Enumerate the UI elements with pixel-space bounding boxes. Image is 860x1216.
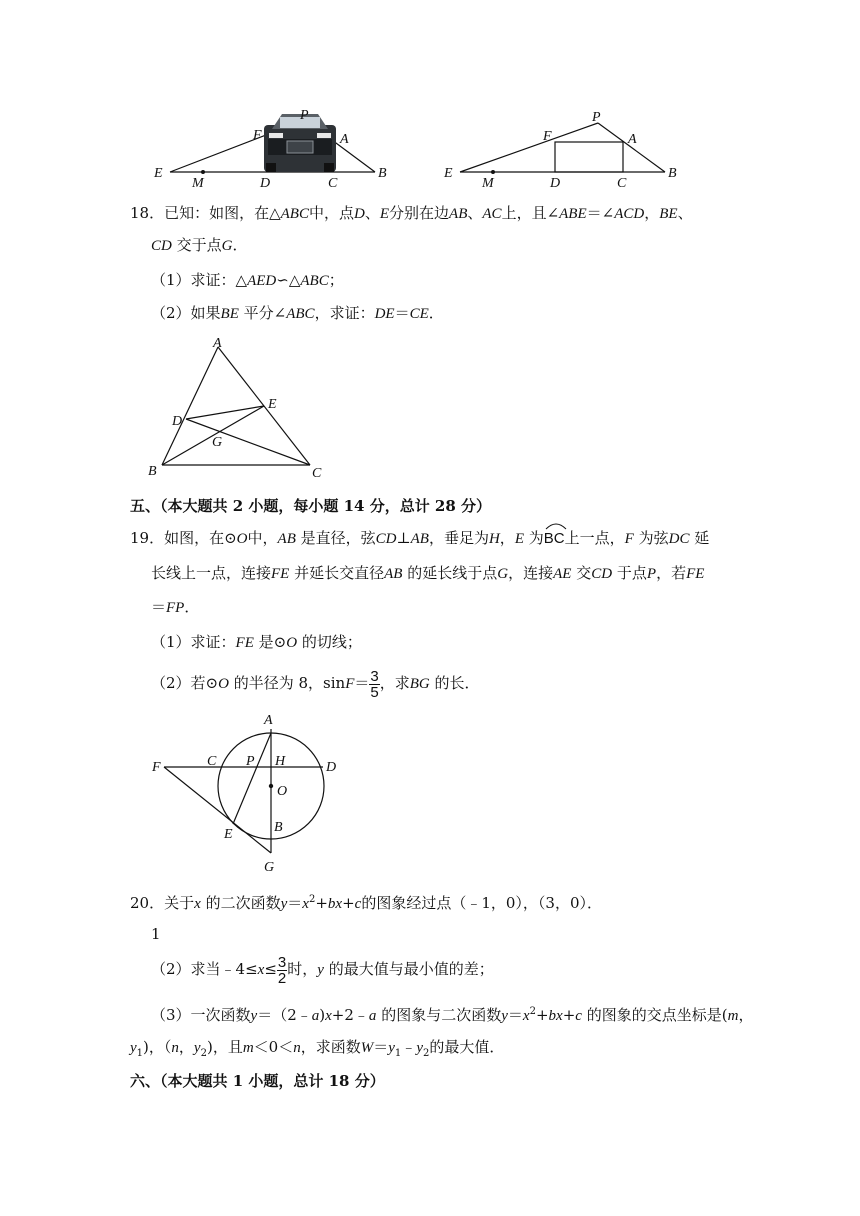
q18-sub1: （1）求证：△AED∽△ABC； [151, 271, 344, 289]
label-E: E [268, 397, 277, 412]
label-E: E [444, 166, 453, 181]
q18-line1: 18．已知：如图，在△ABC中，点D、E分别在边AB、AC上，且∠ABE＝∠ACD，BE、 [130, 204, 693, 222]
label-C: C [328, 176, 338, 190]
q18-sub2: （2）如果BE 平分∠ABC，求证：DE＝CE． [151, 304, 444, 322]
q20-sub3-line1: （3）一次函数y＝（2﹣a)x+2﹣a 的图象与二次函数$y=x^2+bx+c$ 的图象的交点坐标是(m， [151, 1006, 754, 1024]
label-P: P [300, 108, 309, 123]
label-M: M [482, 176, 494, 190]
label-D: D [550, 176, 561, 190]
figure-q18-triangle [140, 335, 340, 480]
q20-line1: 20．关于x 的二次函数$y=x^2+bx+c$的图象经过点（﹣1，0），（3，0）． [130, 894, 602, 912]
figure-car-triangle [140, 105, 400, 190]
label-B: B [668, 166, 677, 181]
figure-rectangle-triangle [440, 105, 690, 190]
section-5-heading: 五、（本大题共 2 小题，每小题 14 分，总计 28 分） [130, 497, 492, 515]
q20-sub2: （2）求当﹣4≤x≤ $\frac{3}{2}$ 时，y 的最大值与最小值的差； [151, 953, 494, 987]
arc-bc: BC [544, 529, 565, 549]
label-D: D [326, 760, 337, 775]
label-A: A [628, 132, 637, 147]
label-A: A [264, 713, 273, 728]
q20-sub3-line2: $y_1$)，（n，$y_2$)，且m＜0＜n，求函数$W=y_1﹣y_2$的最大值． [130, 1038, 505, 1059]
q19-line1: 19．如图，在⊙O中，AB 是直径，弦CD⊥AB，垂足为H，E 为 BC上一点，F 为弦DC 延 [130, 528, 709, 549]
label-H: H [275, 754, 286, 769]
label-F: F [543, 129, 552, 144]
fraction-3-5: $\frac{3}{5}$ [370, 667, 379, 701]
label-C: C [617, 176, 627, 190]
label-F: F [152, 760, 161, 775]
q19-sub2: （2）若⊙O 的半径为 8，sinF＝ $\frac{3}{5}$ ，求BG 的长． [151, 667, 480, 701]
label-M: M [192, 176, 204, 190]
q18-line2: CD 交于点G． [151, 236, 248, 254]
label-E: E [224, 827, 233, 842]
fraction-3-2: $\frac{3}{2}$ [277, 953, 287, 987]
label-O: O [277, 784, 288, 799]
q19-line3: ＝FP． [151, 598, 200, 616]
label-F: F [253, 128, 262, 143]
label-D: D [172, 414, 183, 429]
q19-line2: 长线上一点，连接FE 并延长交直径AB 的延长线于点G，连接AE 交CD 于点P，若FE [151, 564, 705, 582]
label-B: B [378, 166, 387, 181]
label-B: B [148, 464, 157, 479]
label-G: G [212, 435, 223, 450]
figure-q19-circle [140, 705, 350, 885]
label-D: D [260, 176, 271, 190]
label-P: P [246, 754, 255, 769]
label-A: A [340, 132, 349, 147]
label-C: C [207, 754, 217, 769]
q19-sub1: （1）求证：FE 是⊙O 的切线； [151, 633, 362, 651]
label-C: C [312, 466, 322, 480]
q20-sub1: 1 [151, 925, 161, 943]
label-A: A [213, 336, 222, 351]
label-G: G [264, 860, 275, 875]
label-E: E [154, 166, 163, 181]
section-6-heading: 六、（本大题共 1 小题，总计 18 分） [130, 1072, 385, 1090]
label-P: P [592, 110, 601, 125]
label-B: B [274, 820, 283, 835]
